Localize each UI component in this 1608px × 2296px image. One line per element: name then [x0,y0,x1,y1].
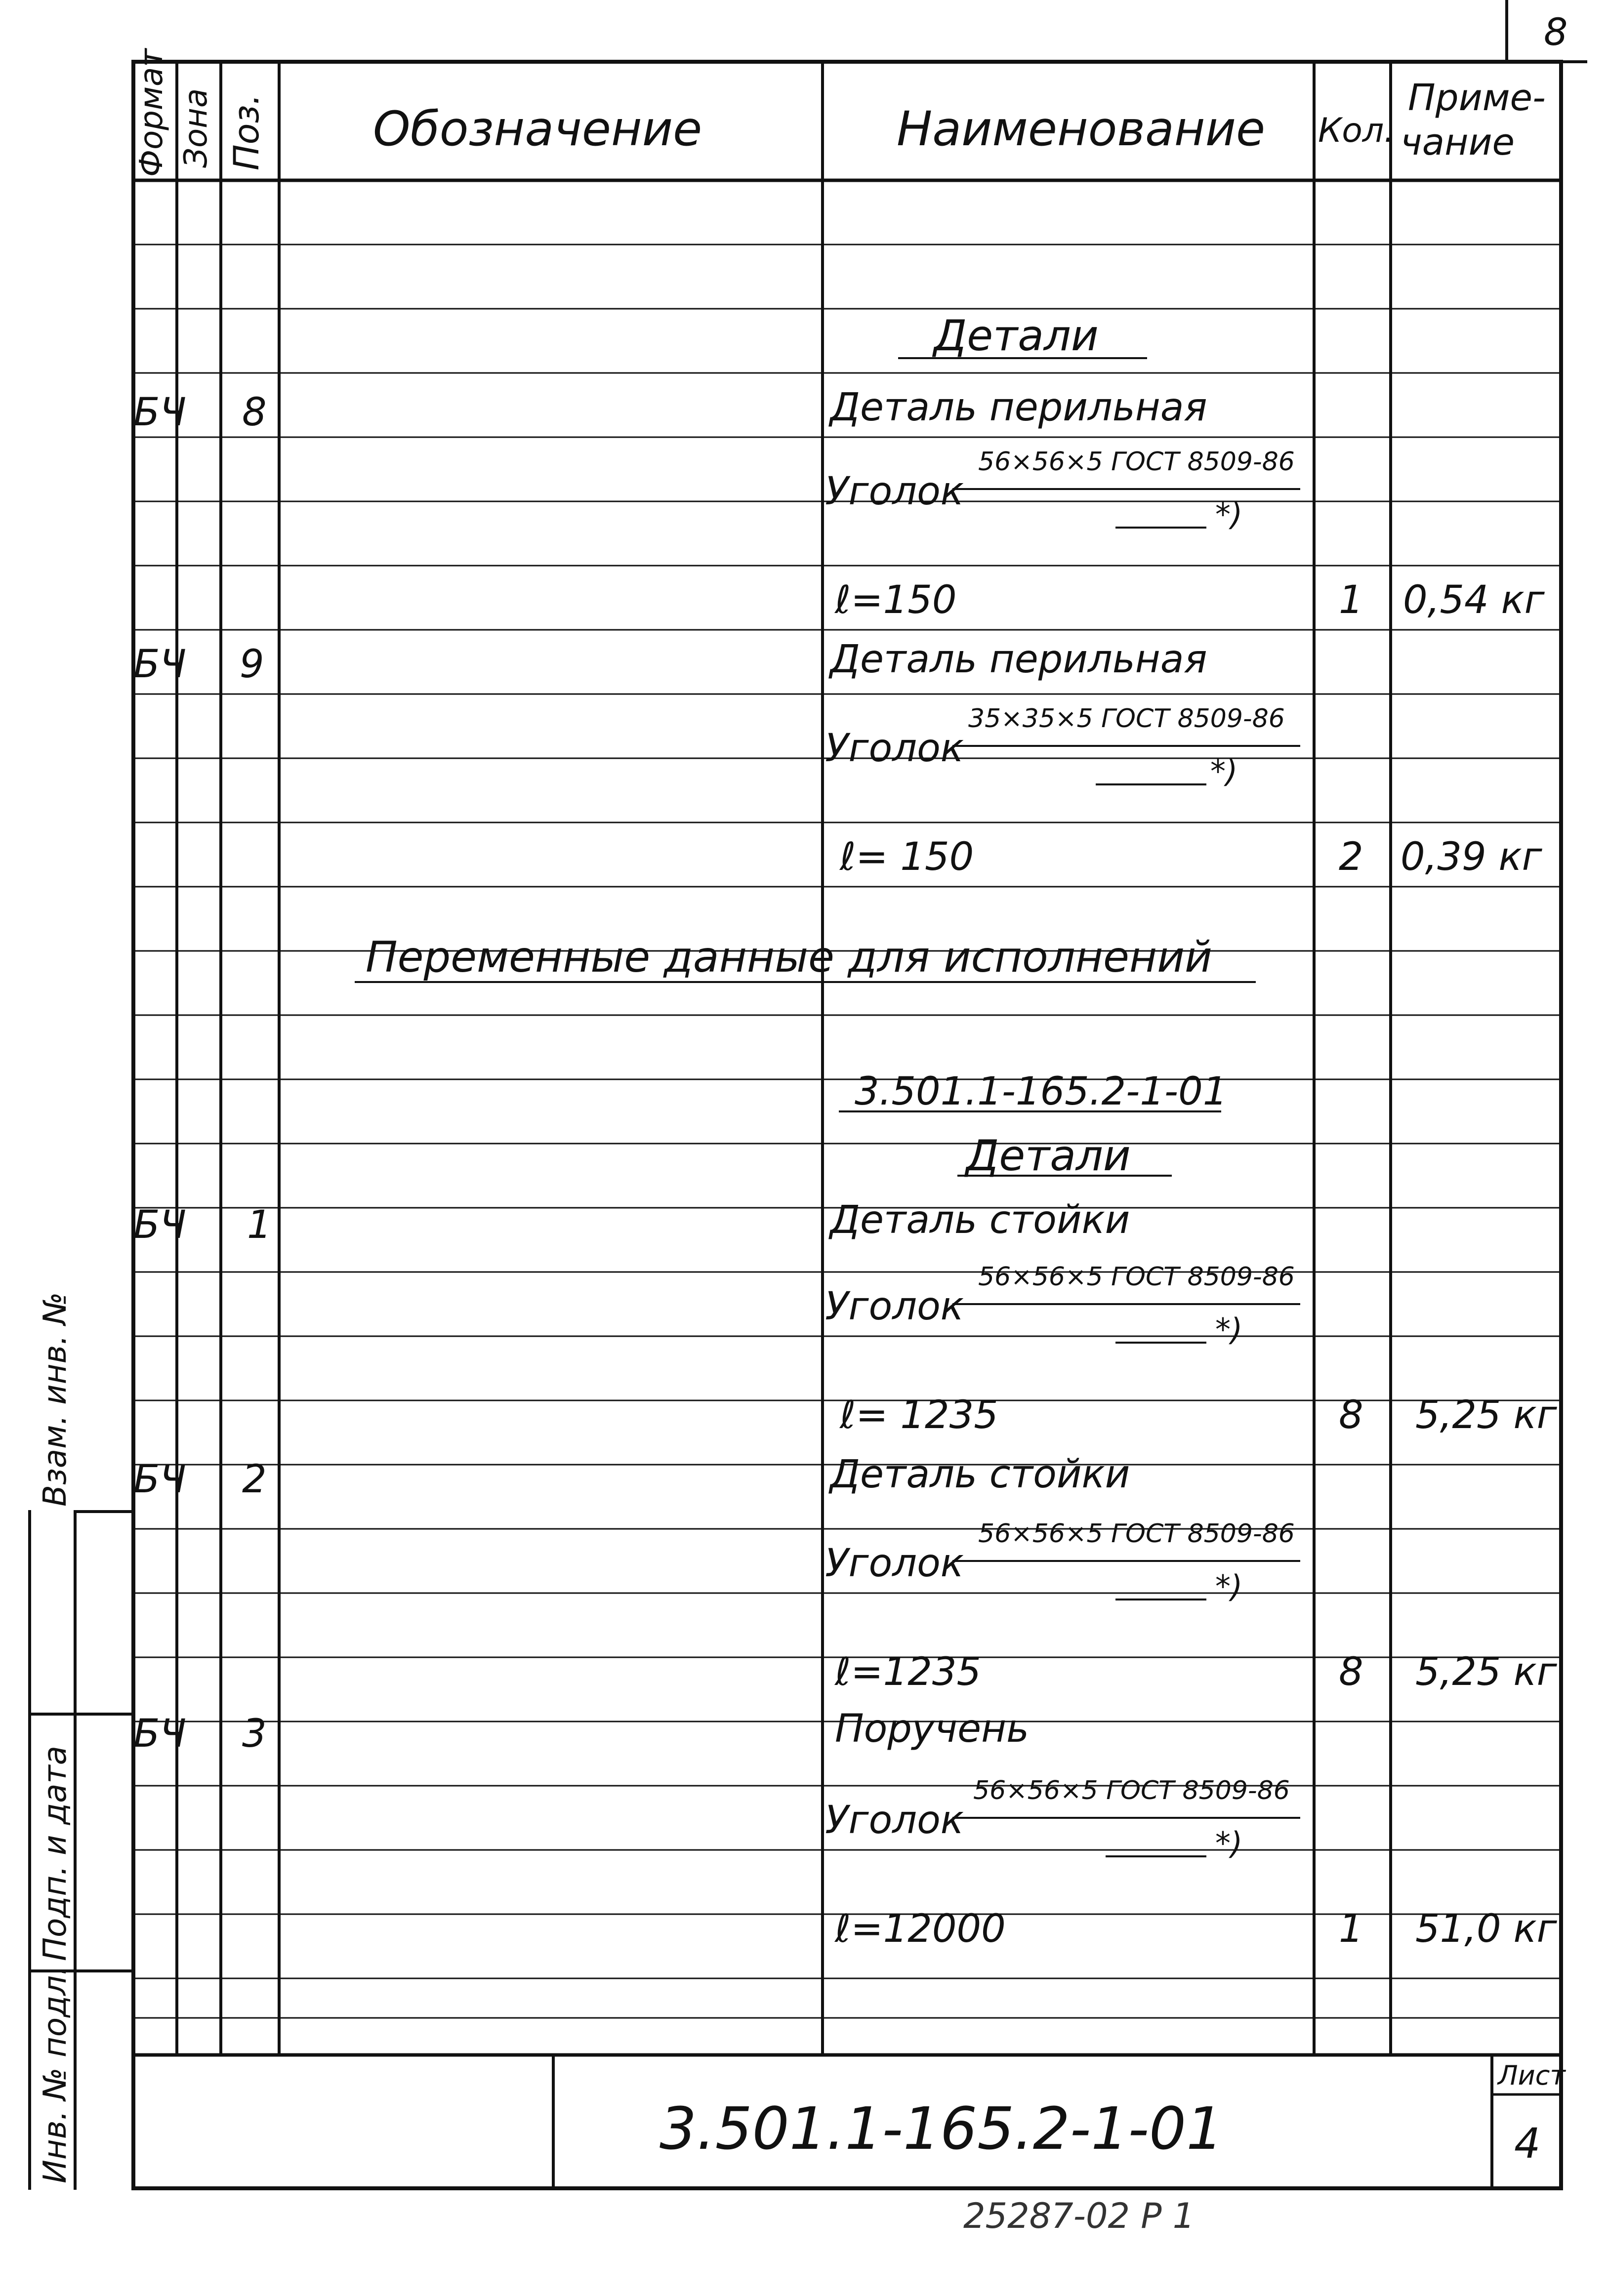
mass-value: 5,25 кг [1415,1650,1557,1694]
angle-label: Уголок [825,1798,964,1843]
header-pos: Поз. [226,94,267,170]
item-name: Деталь перильная [830,637,1207,682]
header-name: Наименование [897,101,1266,157]
position-cell: 9 [240,642,264,687]
item-name: Поручень [835,1707,1030,1751]
format-cell: БЧ [133,390,186,435]
format-cell: БЧ [133,1712,186,1756]
position-cell: 8 [242,390,267,435]
mass-value: 0,39 кг [1401,835,1542,879]
quantity-value: 8 [1339,1650,1363,1694]
length-value: ℓ= 1235 [840,1393,998,1437]
quantity-value: 1 [1339,1907,1363,1951]
asterisk-note: *) [1215,496,1243,533]
angle-label: Уголок [825,1284,964,1329]
angle-profile: 35×35×5 ГОСТ 8509-86 [968,704,1285,734]
length-value: ℓ=150 [835,578,957,622]
page-number: 8 [1544,10,1568,54]
section-heading-details: Детали [966,1131,1131,1181]
position-cell: 3 [242,1712,267,1756]
item-name: Деталь стойки [830,1198,1130,1242]
variant-designation: 3.501.1-165.2-1-01 [855,1069,1228,1114]
mass-value: 5,25 кг [1415,1393,1557,1437]
angle-label: Уголок [825,1541,964,1586]
item-name: Деталь перильная [830,385,1207,430]
length-value: ℓ=1235 [835,1650,982,1694]
stamp-replacement-inventory: Взам. инв. № [37,1292,74,1507]
asterisk-note: *) [1215,1825,1243,1861]
position-cell: 1 [247,1203,272,1247]
quantity-value: 8 [1339,1393,1363,1437]
stamp-original-inventory: Инв. № подл. [37,1965,74,2183]
sheet-number: 4 [1514,2119,1541,2168]
header-note-line1: Приме- [1408,77,1546,119]
position-cell: 2 [242,1457,267,1502]
length-value: ℓ= 150 [840,835,974,879]
asterisk-note: *) [1215,1312,1243,1348]
angle-profile: 56×56×5 ГОСТ 8509-86 [973,1776,1290,1805]
header-designation: Обозначение [373,101,702,157]
asterisk-note: *) [1215,1568,1243,1604]
sheet-label: Лист [1498,2060,1566,2091]
mass-value: 51,0 кг [1415,1907,1557,1951]
header-qty: Кол. [1318,111,1395,150]
quantity-value: 1 [1339,578,1363,622]
archive-number: 25287-02 Р 1 [963,2196,1195,2236]
length-value: ℓ=12000 [835,1907,1006,1951]
header-zone: Зона [178,88,214,168]
angle-label: Уголок [825,469,964,514]
document-number: 3.501.1-165.2-1-01 [660,2094,1224,2163]
mass-value: 0,54 кг [1403,578,1545,622]
asterisk-note: *) [1210,753,1238,789]
format-cell: БЧ [133,1457,186,1502]
angle-profile: 56×56×5 ГОСТ 8509-86 [978,1262,1295,1292]
header-format: Формат [133,48,170,177]
format-cell: БЧ [133,1203,186,1247]
angle-profile: 56×56×5 ГОСТ 8509-86 [978,447,1295,477]
angle-profile: 56×56×5 ГОСТ 8509-86 [978,1519,1295,1549]
section-heading-details: Детали [934,311,1099,361]
angle-label: Уголок [825,726,964,771]
header-note-line2: чание [1401,121,1515,164]
stamp-signature-date: Подп. и дата [37,1746,74,1961]
format-cell: БЧ [133,642,186,687]
quantity-value: 2 [1339,835,1363,879]
item-name: Деталь стойки [830,1452,1130,1497]
section-heading-variable-data: Переменные данные для исполнений [366,933,1212,982]
